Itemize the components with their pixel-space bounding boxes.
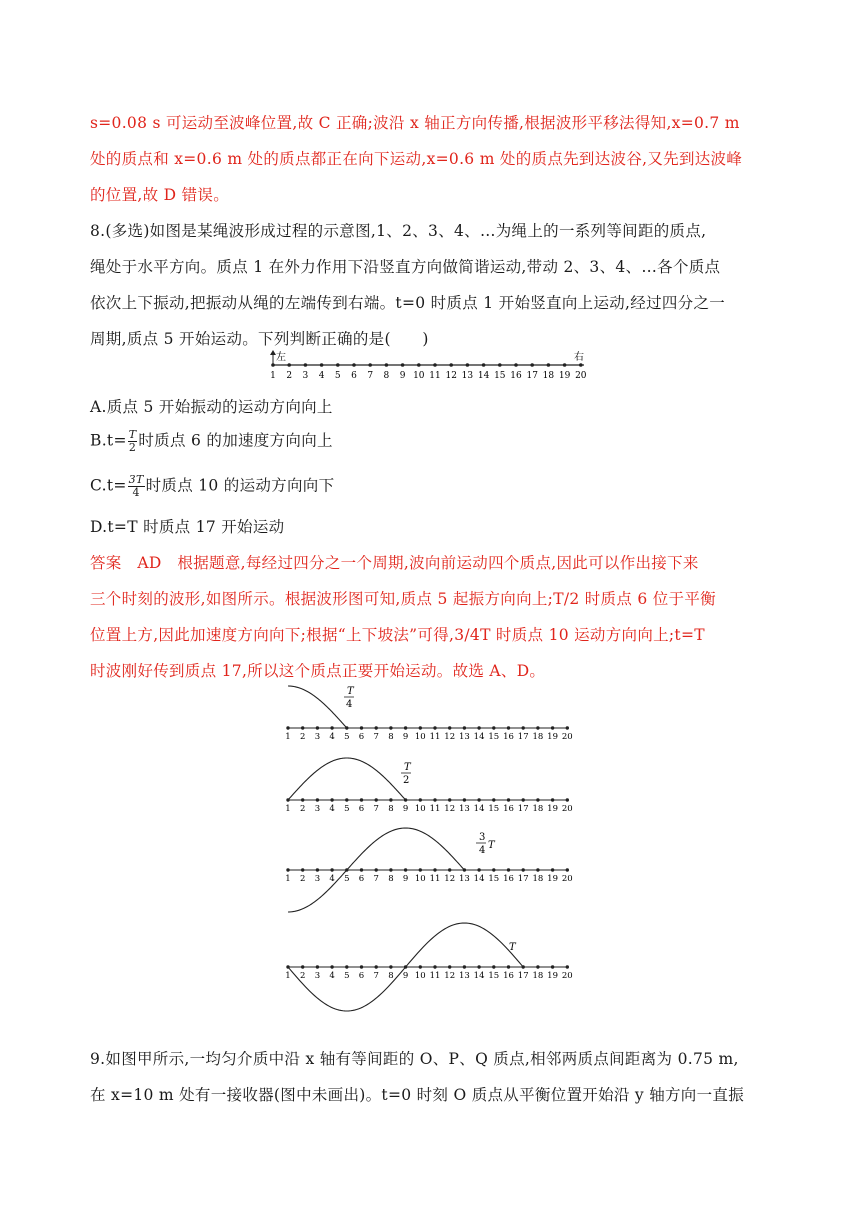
- wave-point-number-quarter-3: 3: [314, 732, 321, 742]
- wave-point-three-quarter-16: [507, 868, 510, 871]
- q8-stem-line-4: 周期,质点 5 开始运动。下列判断正确的是( ): [90, 330, 429, 348]
- wave-point-three-quarter-17: [522, 868, 525, 871]
- option-b-fraction: [128, 429, 138, 454]
- rope-point-4: [320, 363, 324, 367]
- wave-point-full-3: [316, 965, 319, 968]
- wave-point-quarter-14: [477, 726, 480, 729]
- wave-point-number-quarter-2: 2: [299, 732, 306, 742]
- wave-point-number-quarter-9: 9: [402, 732, 409, 742]
- wave-point-number-three-quarter-20: 20: [561, 874, 573, 884]
- wave-point-number-half-10: 10: [414, 804, 426, 814]
- rope-point-11: [433, 363, 437, 367]
- wave-point-number-full-2: 2: [299, 971, 306, 981]
- wave-point-full-14: [477, 965, 480, 968]
- q9-stem-line-1: 9.如图甲所示,一均匀介质中沿 x 轴有等间距的 O、P、Q 质点,相邻两质点间距离为 0.75 m,: [90, 1050, 739, 1068]
- wave-point-number-full-7: 7: [373, 971, 379, 981]
- wave-point-number-three-quarter-8: 8: [388, 874, 394, 884]
- q8-option-b: [90, 429, 333, 454]
- wave-point-three-quarter-18: [536, 868, 539, 871]
- rope-point-7: [368, 363, 372, 367]
- rope-right-label: 右: [574, 352, 584, 363]
- wave-three-quarter-T-label: [476, 832, 496, 856]
- q8-stem-line-1: 8.(多选)如图是某绳波形成过程的示意图,1、2、3、4、…为绳上的一系列等间距的质点,: [90, 222, 707, 240]
- rope-point-16: [514, 363, 518, 367]
- rope-point-numbers: [270, 371, 587, 381]
- wave-point-number-half-15: 15: [488, 804, 500, 814]
- rope-point-number-8: 8: [383, 371, 390, 381]
- svg-text:T: T: [509, 942, 516, 953]
- wave-point-number-half-6: 6: [358, 804, 365, 814]
- wave-point-number-half-5: 5: [344, 804, 350, 814]
- wave-point-number-quarter-20: 20: [561, 732, 573, 742]
- wave-point-half-3: [316, 798, 319, 801]
- rope-point-number-13: 13: [461, 371, 474, 381]
- rope-left-label: 左: [276, 352, 286, 363]
- option-b-frac-den: 2: [128, 441, 137, 454]
- wave-point-number-full-17: 17: [517, 971, 529, 981]
- wave-point-number-quarter-14: 14: [473, 732, 485, 742]
- option-b-suffix: 时质点 6 的加速度方向向上: [138, 431, 333, 450]
- wave-point-number-full-10: 10: [414, 971, 426, 981]
- wave-point-number-quarter-13: 13: [458, 732, 470, 742]
- wave-point-quarter-20: [566, 726, 569, 729]
- wave-point-number-three-quarter-5: 5: [344, 874, 350, 884]
- wave-point-number-three-quarter-12: 12: [444, 874, 456, 884]
- wave-half-T-label: [401, 762, 412, 786]
- wave-point-full-20: [566, 965, 569, 968]
- wave-point-number-quarter-19: 19: [547, 732, 559, 742]
- wave-point-number-three-quarter-3: 3: [314, 874, 321, 884]
- wave-point-number-full-8: 8: [388, 971, 394, 981]
- wave-row-three-quarter: [285, 828, 572, 912]
- wave-point-full-10: [419, 965, 422, 968]
- wave-point-three-quarter-15: [492, 868, 495, 871]
- wave-point-number-half-17: 17: [517, 804, 529, 814]
- wave-point-full-7: [375, 965, 378, 968]
- wave-point-half-19: [551, 798, 554, 801]
- wave-point-half-13: [463, 798, 466, 801]
- wave-point-number-half-18: 18: [532, 804, 544, 814]
- wave-point-number-full-20: 20: [561, 971, 573, 981]
- wave-point-half-6: [360, 798, 363, 801]
- wave-point-quarter-2: [301, 726, 304, 729]
- wave-point-full-13: [463, 965, 466, 968]
- rope-point-number-5: 5: [334, 371, 341, 381]
- rope-point-9: [401, 363, 405, 367]
- wave-point-three-quarter-4: [330, 868, 333, 871]
- svg-text:T: T: [488, 840, 495, 851]
- wave-point-half-12: [448, 798, 451, 801]
- wave-point-half-8: [389, 798, 392, 801]
- rope-point-19: [563, 363, 567, 367]
- svg-text:4: 4: [479, 845, 486, 856]
- wave-point-number-full-16: 16: [503, 971, 514, 981]
- wave-point-half-16: [507, 798, 510, 801]
- svg-text:2: 2: [403, 775, 410, 786]
- svg-text:T: T: [347, 686, 354, 697]
- wave-point-number-quarter-11: 11: [429, 732, 441, 742]
- rope-point-number-1: 1: [270, 371, 276, 381]
- wave-point-number-full-1: 1: [285, 971, 291, 981]
- rope-point-3: [304, 363, 308, 367]
- rope-point-15: [498, 363, 502, 367]
- wave-point-number-half-13: 13: [458, 804, 470, 814]
- wave-point-quarter-10: [419, 726, 422, 729]
- option-b-prefix: B.t=: [90, 431, 127, 450]
- wave-point-quarter-12: [448, 726, 451, 729]
- wave-point-quarter-8: [389, 726, 392, 729]
- wave-point-three-quarter-20: [566, 868, 569, 871]
- wave-point-full-4: [330, 965, 333, 968]
- rope-point-18: [547, 363, 551, 367]
- wave-point-full-8: [389, 965, 392, 968]
- wave-point-half-18: [536, 798, 539, 801]
- prev-answer-line-1: s=0.08 s 可运动至波峰位置,故 C 正确;波沿 x 轴正方向传播,根据波形平移法得知,x=0.7 m: [90, 114, 740, 132]
- rope-point-13: [466, 363, 470, 367]
- wave-point-number-quarter-15: 15: [488, 732, 500, 742]
- wave-point-three-quarter-9: [404, 868, 407, 871]
- wave-point-number-three-quarter-16: 16: [503, 874, 514, 884]
- option-c-suffix: 时质点 10 的运动方向向下: [145, 476, 335, 495]
- wave-point-number-quarter-1: 1: [285, 732, 291, 742]
- wave-point-three-quarter-11: [433, 868, 436, 871]
- rope-point-20: [579, 363, 583, 367]
- wave-point-number-three-quarter-17: 17: [517, 874, 529, 884]
- wave-point-number-three-quarter-18: 18: [532, 874, 544, 884]
- option-c-frac-num: 3T: [128, 473, 144, 486]
- wave-point-number-half-16: 16: [503, 804, 514, 814]
- wave-point-quarter-16: [507, 726, 510, 729]
- wave-point-number-quarter-5: 5: [344, 732, 350, 742]
- wave-point-number-quarter-16: 16: [503, 732, 514, 742]
- wave-point-full-2: [301, 965, 304, 968]
- wave-point-number-three-quarter-15: 15: [488, 874, 500, 884]
- rope-point-6: [352, 363, 356, 367]
- rope-point-number-18: 18: [542, 371, 555, 381]
- wave-curve-quarter: [288, 686, 347, 728]
- wave-point-three-quarter-12: [448, 868, 451, 871]
- q8-answer-line-3: 位置上方,因此加速度方向向下;根据“上下坡法”可得,3/4T 时质点 10 运动方向向上;t=T: [90, 626, 705, 644]
- wave-point-number-three-quarter-1: 1: [285, 874, 291, 884]
- wave-snapshots-figure: [280, 680, 580, 1030]
- wave-point-number-full-14: 14: [473, 971, 485, 981]
- wave-point-full-19: [551, 965, 554, 968]
- wave-point-number-quarter-7: 7: [373, 732, 379, 742]
- wave-point-number-full-5: 5: [344, 971, 350, 981]
- svg-text:4: 4: [346, 699, 353, 710]
- wave-point-half-5: [345, 798, 348, 801]
- wave-point-number-three-quarter-14: 14: [473, 874, 485, 884]
- rope-point-1: [271, 363, 275, 367]
- wave-point-quarter-17: [522, 726, 525, 729]
- wave-point-number-full-19: 19: [547, 971, 559, 981]
- rope-point-number-6: 6: [351, 371, 357, 381]
- wave-point-number-three-quarter-13: 13: [458, 874, 470, 884]
- wave-point-full-5: [345, 965, 348, 968]
- wave-point-quarter-3: [316, 726, 319, 729]
- prev-answer-line-3: 的位置,故 D 错误。: [90, 186, 230, 204]
- wave-quarter-T-label: [344, 686, 355, 710]
- wave-point-quarter-13: [463, 726, 466, 729]
- wave-point-quarter-1: [286, 726, 289, 729]
- wave-point-full-16: [507, 965, 510, 968]
- wave-point-quarter-18: [536, 726, 539, 729]
- wave-point-three-quarter-14: [477, 868, 480, 871]
- rope-point-17: [530, 363, 534, 367]
- q8-answer-line-1: 答案 AD 根据题意,每经过四分之一个周期,波向前运动四个质点,因此可以作出接下来: [90, 554, 699, 572]
- wave-point-number-half-20: 20: [561, 804, 573, 814]
- option-c-prefix: C.t=: [90, 476, 127, 495]
- wave-row-full: [285, 923, 572, 1011]
- wave-point-three-quarter-7: [375, 868, 378, 871]
- wave-point-half-20: [566, 798, 569, 801]
- wave-point-number-full-13: 13: [458, 971, 470, 981]
- wave-point-quarter-6: [360, 726, 363, 729]
- wave-point-number-quarter-10: 10: [414, 732, 426, 742]
- wave-point-number-half-8: 8: [388, 804, 394, 814]
- wave-point-three-quarter-1: [286, 868, 289, 871]
- rope-point-number-3: 3: [302, 371, 309, 381]
- wave-point-number-quarter-6: 6: [358, 732, 365, 742]
- rope-point-5: [336, 363, 340, 367]
- wave-point-number-three-quarter-4: 4: [329, 874, 335, 884]
- wave-point-number-half-11: 11: [429, 804, 441, 814]
- wave-point-half-14: [477, 798, 480, 801]
- wave-point-number-half-19: 19: [547, 804, 559, 814]
- wave-point-three-quarter-19: [551, 868, 554, 871]
- q8-option-a: A.质点 5 开始振动的运动方向向上: [90, 398, 333, 416]
- wave-point-half-10: [419, 798, 422, 801]
- wave-point-number-three-quarter-7: 7: [373, 874, 379, 884]
- wave-curve-half: [288, 758, 406, 800]
- wave-point-full-6: [360, 965, 363, 968]
- wave-point-number-full-11: 11: [429, 971, 441, 981]
- q8-stem-line-2: 绳处于水平方向。质点 1 在外力作用下沿竖直方向做简谐运动,带动 2、3、4、…各个质点: [90, 258, 721, 276]
- option-c-fraction: [128, 474, 145, 499]
- rope-point-number-16: 16: [510, 371, 522, 381]
- rope-point-8: [385, 363, 389, 367]
- wave-point-number-quarter-17: 17: [517, 732, 529, 742]
- rope-figure: [268, 350, 598, 382]
- wave-point-half-2: [301, 798, 304, 801]
- wave-point-three-quarter-6: [360, 868, 363, 871]
- svg-text:T: T: [404, 762, 411, 773]
- rope-point-number-9: 9: [399, 371, 406, 381]
- q9-stem-line-2: 在 x=10 m 处有一接收器(图中未画出)。t=0 时刻 O 质点从平衡位置开始沿 y 轴方向一直振: [90, 1086, 745, 1104]
- wave-point-quarter-19: [551, 726, 554, 729]
- wave-point-full-12: [448, 965, 451, 968]
- wave-point-number-full-3: 3: [314, 971, 321, 981]
- rope-point-number-4: 4: [318, 371, 325, 381]
- wave-point-number-full-15: 15: [488, 971, 500, 981]
- wave-point-quarter-4: [330, 726, 333, 729]
- wave-point-number-full-12: 12: [444, 971, 456, 981]
- wave-point-number-full-4: 4: [329, 971, 335, 981]
- rope-point-number-10: 10: [413, 371, 425, 381]
- wave-point-half-4: [330, 798, 333, 801]
- option-b-frac-num: T: [128, 428, 137, 441]
- rope-point-number-2: 2: [286, 371, 293, 381]
- wave-point-number-three-quarter-2: 2: [299, 874, 306, 884]
- wave-point-three-quarter-2: [301, 868, 304, 871]
- rope-point-number-7: 7: [367, 371, 374, 381]
- rope-point-number-20: 20: [575, 371, 587, 381]
- wave-point-number-quarter-4: 4: [329, 732, 335, 742]
- q8-answer-line-2: 三个时刻的波形,如图所示。根据波形图可知,质点 5 起振方向向上;T/2 时质点 6 位于平衡: [90, 590, 716, 608]
- wave-point-number-half-7: 7: [373, 804, 379, 814]
- q8-answer-line-4: 时波刚好传到质点 17,所以这个质点正要开始运动。故选 A、D。: [90, 662, 546, 680]
- wave-point-quarter-11: [433, 726, 436, 729]
- rope-point-2: [287, 363, 291, 367]
- rope-point-number-11: 11: [429, 371, 441, 381]
- wave-point-number-three-quarter-9: 9: [402, 874, 409, 884]
- wave-point-full-15: [492, 965, 495, 968]
- wave-point-number-half-12: 12: [444, 804, 456, 814]
- q8-option-c: [90, 474, 334, 499]
- wave-point-full-11: [433, 965, 436, 968]
- q8-stem-line-3: 依次上下振动,把振动从绳的左端传到右端。t=0 时质点 1 开始竖直向上运动,经过四分之一: [90, 294, 726, 312]
- rope-point-number-19: 19: [558, 371, 571, 381]
- rope-point-12: [449, 363, 453, 367]
- rope-point-number-12: 12: [445, 371, 457, 381]
- wave-point-number-quarter-12: 12: [444, 732, 456, 742]
- wave-point-half-11: [433, 798, 436, 801]
- rope-point-number-14: 14: [477, 371, 490, 381]
- wave-point-number-half-2: 2: [299, 804, 306, 814]
- wave-point-number-half-1: 1: [285, 804, 291, 814]
- wave-point-number-three-quarter-6: 6: [358, 874, 365, 884]
- wave-point-half-17: [522, 798, 525, 801]
- wave-point-number-quarter-8: 8: [388, 732, 394, 742]
- q8-option-d: D.t=T 时质点 17 开始运动: [90, 518, 285, 536]
- wave-point-number-half-14: 14: [473, 804, 485, 814]
- wave-point-number-full-6: 6: [358, 971, 365, 981]
- prev-answer-line-2: 处的质点和 x=0.6 m 处的质点都正在向下运动,x=0.6 m 处的质点先到达波谷,又先到达波峰: [90, 150, 743, 168]
- wave-point-quarter-7: [375, 726, 378, 729]
- wave-point-number-three-quarter-11: 11: [429, 874, 441, 884]
- option-c-frac-den: 4: [132, 486, 140, 499]
- wave-point-three-quarter-10: [419, 868, 422, 871]
- rope-point-14: [482, 363, 486, 367]
- rope-point-number-15: 15: [494, 371, 506, 381]
- wave-point-number-half-4: 4: [329, 804, 335, 814]
- wave-point-quarter-9: [404, 726, 407, 729]
- wave-point-full-18: [536, 965, 539, 968]
- svg-text:3: 3: [479, 832, 486, 843]
- wave-point-three-quarter-8: [389, 868, 392, 871]
- wave-point-number-full-18: 18: [532, 971, 544, 981]
- wave-point-number-half-3: 3: [314, 804, 321, 814]
- rope-point-number-17: 17: [526, 371, 538, 381]
- wave-point-quarter-15: [492, 726, 495, 729]
- wave-point-three-quarter-3: [316, 868, 319, 871]
- wave-row-quarter: [285, 686, 572, 742]
- wave-point-number-quarter-18: 18: [532, 732, 544, 742]
- wave-point-half-7: [375, 798, 378, 801]
- wave-point-number-half-9: 9: [402, 804, 409, 814]
- rope-point-10: [417, 363, 421, 367]
- wave-point-number-three-quarter-10: 10: [414, 874, 426, 884]
- wave-point-number-full-9: 9: [402, 971, 409, 981]
- wave-row-half: [285, 758, 572, 814]
- wave-point-half-15: [492, 798, 495, 801]
- wave-point-number-three-quarter-19: 19: [547, 874, 559, 884]
